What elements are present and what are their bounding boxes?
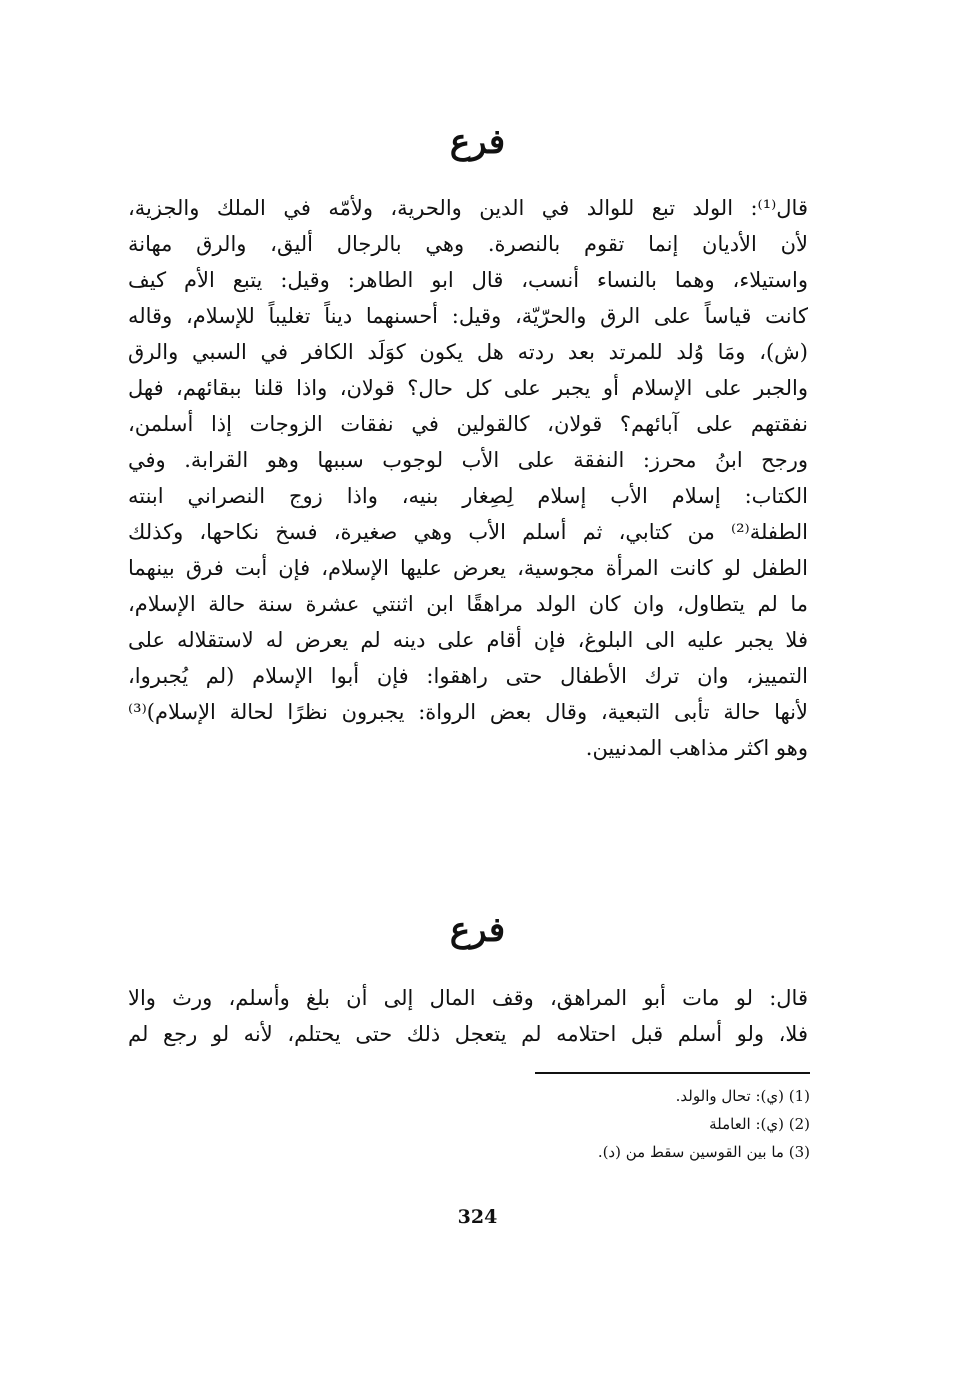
text-line: وهو اكثر مذاهب المدنيين. xyxy=(585,736,808,760)
footnote-divider xyxy=(535,1072,810,1074)
footnote: (1) (ي): تحال والولد. xyxy=(675,1087,810,1105)
text-line: كانت قياساً على الرق والحرّيّة، وقيل: أحسنهما ديناً تغليباً للإسلام، وقاله xyxy=(128,304,808,328)
text-line: التمييز، وان ترك الأطفال حتى راهقوا: فإن أبوا الإسلام (لم يُجبروا، xyxy=(128,664,808,688)
text-line: الكتاب: إسلام الأب إسلام لِصِغار بنيه، واذا زوج النصراني ابنته xyxy=(128,484,808,508)
text-line: واستيلاء، وهما بالنساء أنسب، قال ابو الطاهر: وقيل: يتبع الأم كيف xyxy=(128,268,808,292)
text-line: الطفل لو كانت المرأة مجوسية، يعرض عليها الإسلام، فإن أبت فرق بينهما xyxy=(128,556,808,580)
footnote: (3) ما بين القوسين سقط من (د). xyxy=(597,1143,810,1161)
page-number: 324 xyxy=(457,1206,498,1228)
text-line: والجبر على الإسلام أو يجبر على كل حال؟ قولان، واذا قلنا ببقائهم، فهل xyxy=(128,376,808,400)
text-line: فلا يجبر عليه الى البلوغ، فإن أقام على دينه لم يعرض له لاستقلاله على xyxy=(128,628,808,652)
text-line: نفقتهم على آبائهم؟ قولان، كالقولين في نفقات الزوجات إذا أسلمن، xyxy=(128,412,808,436)
footnotes xyxy=(430,1082,810,1166)
text-line: ورجح ابنُ محرز: النفقة على الأب لوجوب سببها وهو القرابة. وفي xyxy=(128,448,808,472)
section-heading: فرع xyxy=(449,122,506,162)
text-line: الطفلة⁽²⁾ من كتابي، ثم أسلم الأب وهي صغيرة، فسخ نكاحها، وكذلك xyxy=(128,520,808,544)
text-line: (ش)، ومَا وُلد للمرتد بعد ردته هل يكون كوَلَد الكافر في السبي والرق xyxy=(128,340,808,364)
footnote: (2) (ي): العاملة xyxy=(709,1115,810,1133)
text-line: لأنها حالة تأبى التبعية، وقال بعض الرواة: يجبرون نظرًا لحالة الإسلام)⁽³⁾ xyxy=(128,700,808,724)
text-line: فلا، ولو أسلم قبل احتلامه لم يتعجل ذلك حتى يحتلم، لأنه لو رجع لم xyxy=(128,1022,808,1046)
section-heading: فرع xyxy=(449,910,506,950)
text-line: ما لم يتطاول، وان كان الولد مراهقًا ابن اثنتي عشرة سنة حالة الإسلام، xyxy=(128,592,808,616)
paragraph-second xyxy=(128,980,808,1052)
paragraph-main xyxy=(128,190,808,766)
text-line: قال⁽¹⁾: الولد تبع للوالد في الدين والحرية، ولأمّه في الملك والجزية، xyxy=(128,196,808,220)
text-line: قال: لو مات أبو المراهق، وقف المال إلى أن بلغ وأسلم، ورث والا xyxy=(128,986,808,1010)
text-line: لأن الأديان إنما تقوم بالنصرة. وهي بالرجال أليق، والرق مهانة xyxy=(128,232,808,256)
